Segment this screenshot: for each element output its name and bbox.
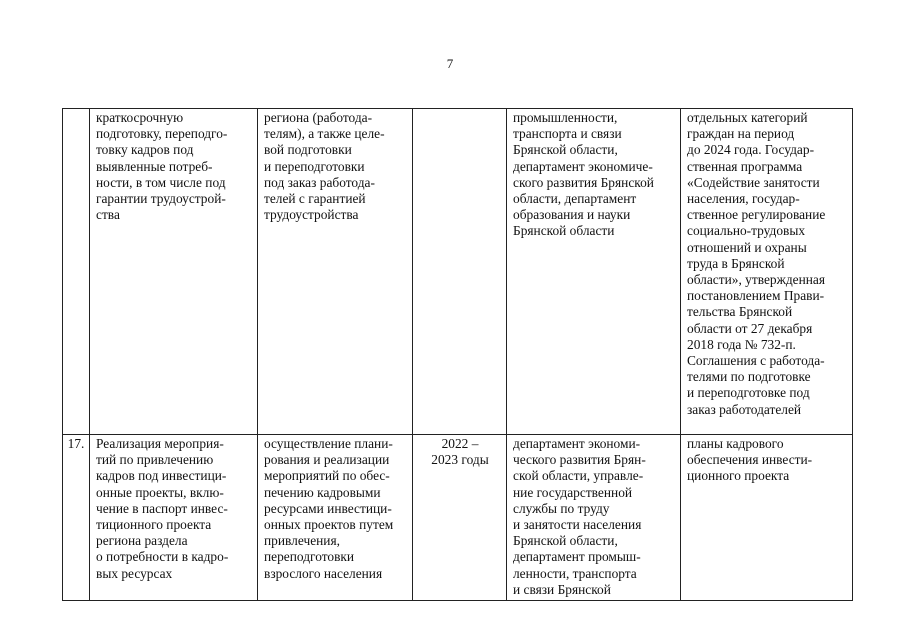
page-number: 7 bbox=[446, 56, 454, 71]
measure-cell: краткосрочную подготовку, переподго- товку кадров под выявленные потреб- ности, в том числе под гарантии трудоустрой- ства bbox=[90, 109, 258, 435]
mechanism-cell: осуществление плани- рования и реализации мероприятий по обес- печению кадровыми ресурсами инвестици- онных проектов путем привлечения, переподготовки взрослого населения bbox=[258, 435, 413, 601]
measures-table bbox=[62, 108, 853, 601]
row-number-cell bbox=[63, 109, 90, 435]
mechanism-cell: региона (работода- телям), а также целе- вой подготовки и переподготовки под заказ работода- телей с гарантией трудоустройства bbox=[258, 109, 413, 435]
executors-cell: промышленности, транспорта и связи Брянской области, департамент экономиче- ского развития Брянской области, департамент образования и науки Брянской области bbox=[507, 109, 681, 435]
table-row bbox=[63, 435, 853, 601]
result-cell: отдельных категорий граждан на период до 2024 года. Государ- ственная программа «Содействие занятости населения, государ- ственное регулирование социально-трудовых отношений и охраны труда в Брянской области», утвержденная постановлением Прави- тельства Брянской области от 27 декабря 2018 года № 732-п. Соглашения с работода- телями по подготовке и переподготовке под заказ работодателей bbox=[681, 109, 853, 435]
measure-cell: Реализация мероприя- тий по привлечению кадров под инвестици- онные проекты, вклю- чение в паспорт инвес- тиционного проекта региона раздела о потребности в кадро- вых ресурсах bbox=[90, 435, 258, 601]
table-row bbox=[63, 109, 853, 435]
executors-cell: департамент экономи- ческого развития Брян- ской области, управле- ние государственной службы по труду и занятости населения Брянской области, департамент промыш- ленности, транспорта и связи Брянской bbox=[507, 435, 681, 601]
period-cell: 2022 – 2023 годы bbox=[413, 435, 507, 601]
result-cell: планы кадрового обеспечения инвести- ционного проекта bbox=[681, 435, 853, 601]
period-cell bbox=[413, 109, 507, 435]
row-number-cell: 17. bbox=[63, 435, 90, 601]
